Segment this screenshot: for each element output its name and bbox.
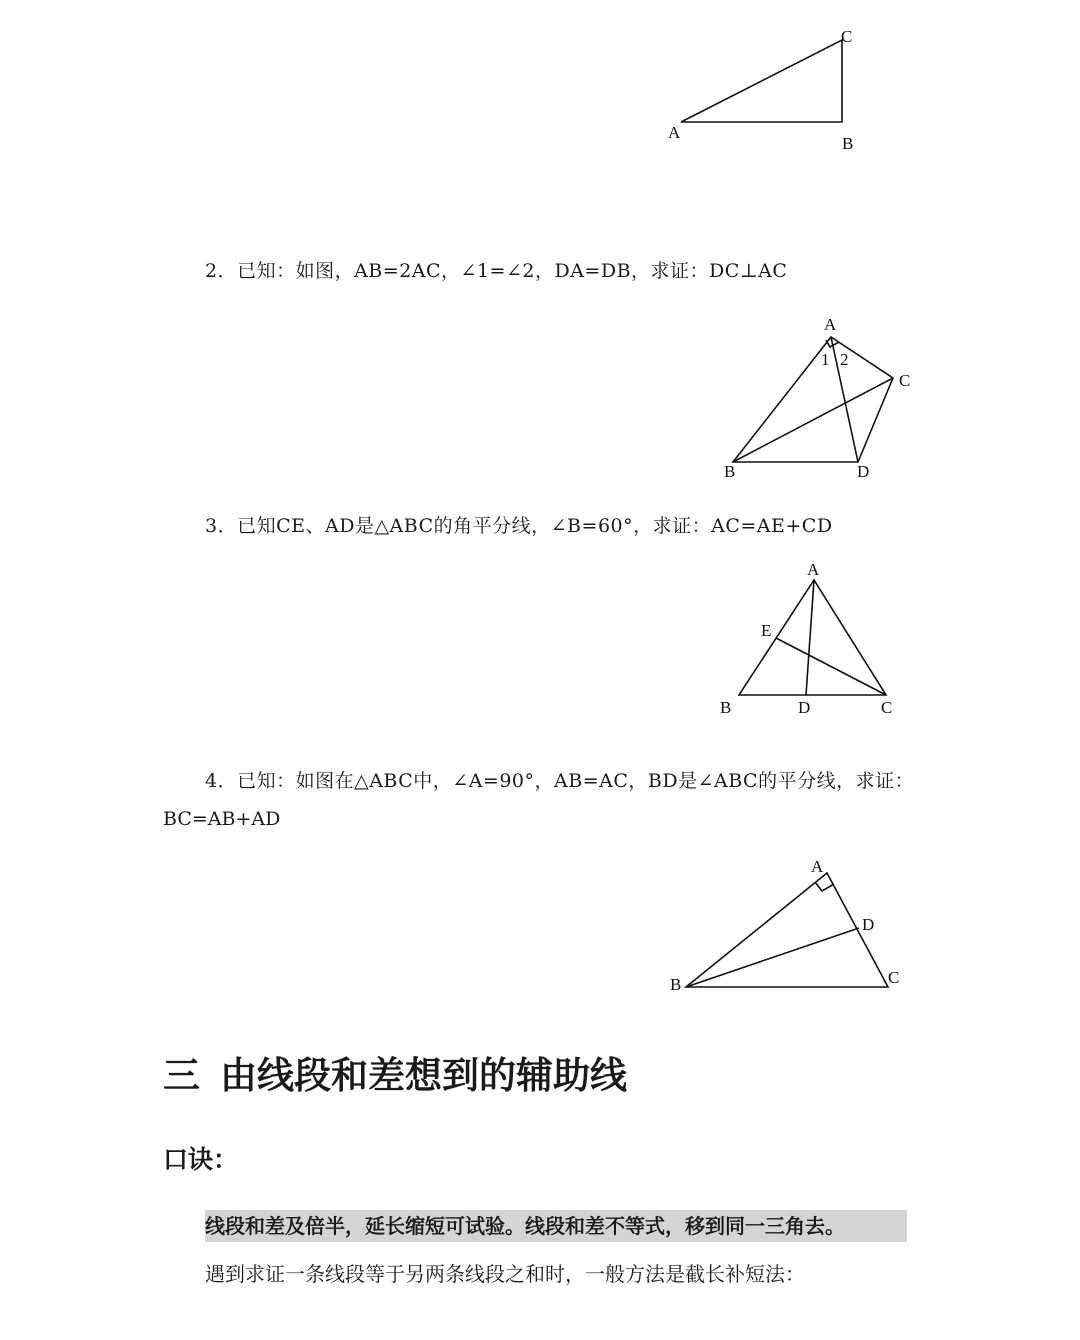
label-b: B (724, 462, 736, 481)
problem-4-text-line-2: BC=AB+AD (163, 808, 281, 830)
problem-4-text-line-1: 4．已知：如图在△ABC中，∠A=90°，AB=AC，BD是∠ABC的平分线，求证： (205, 770, 915, 792)
label-b: B (842, 134, 854, 153)
label-c: C (841, 27, 853, 46)
method-tip: 遇到求证一条线段等于另两条线段之和时，一般方法是截长补短法： (205, 1262, 805, 1286)
label-a: A (811, 857, 824, 876)
label-b: B (670, 975, 682, 994)
section-heading (163, 1045, 627, 1099)
mnemonic-label: 口诀： (163, 1145, 239, 1174)
section-number: 三 (163, 1054, 200, 1097)
problem-2-text: 2．已知：如图，AB=2AC，∠1=∠2，DA=DB，求证：DC⊥AC (205, 260, 788, 282)
label-d: D (798, 698, 811, 717)
label-d: D (857, 462, 870, 481)
label-d: D (862, 915, 875, 934)
label-a: A (668, 123, 681, 142)
label-c: C (881, 698, 893, 717)
triangle-abc (686, 873, 888, 987)
problem-3-text: 3．已知CE、AD是△ABC的角平分线，∠B=60°，求证：AC=AE+CD (205, 515, 833, 537)
label-b: B (720, 698, 732, 717)
bisector-bd (686, 928, 859, 987)
label-e: E (761, 621, 772, 640)
angle-2-label: 2 (840, 350, 849, 369)
label-c: C (888, 968, 900, 987)
label-a: A (824, 315, 837, 334)
label-a: A (807, 560, 820, 579)
mnemonic-highlight: 线段和差及倍半，延长缩短可试验。线段和差不等式，移到同一三角去。 (205, 1210, 907, 1242)
label-c: C (899, 371, 911, 390)
section-title-text: 由线段和差想到的辅助线 (220, 1054, 627, 1097)
angle-1-label: 1 (821, 350, 830, 369)
right-angle-mark (815, 882, 834, 891)
